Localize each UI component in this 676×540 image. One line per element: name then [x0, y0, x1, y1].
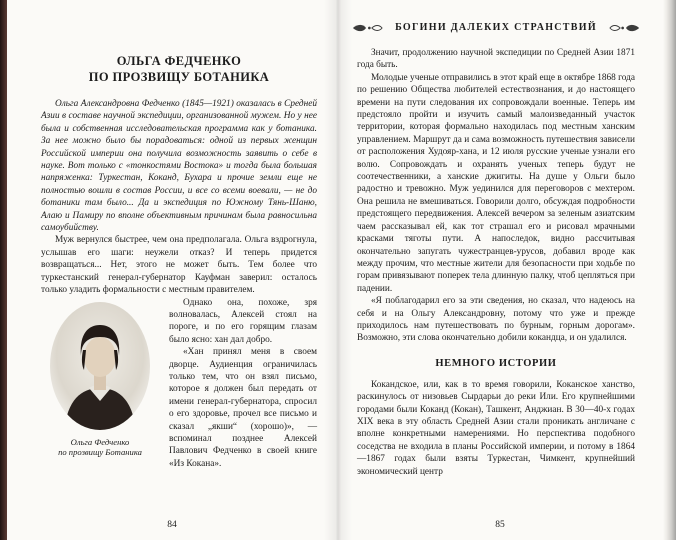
floral-ornament-right-icon — [609, 23, 641, 33]
left-page — [7, 0, 337, 540]
portrait-figure — [41, 300, 159, 458]
paragraph: Однако она, похоже, зря волновалась, Алексей стоял на пороге, и по его горящим глазам было ясно: хан дал добро. — [169, 297, 317, 345]
floral-ornament-left-icon — [351, 23, 383, 33]
page-number-right: 85 — [495, 520, 505, 530]
paragraph: «Хан принял меня в своем дворце. Аудиенция ограничилась только тем, что он взял письмо, которое я должен был передать от имени генерал-губернатора, спросил о его здоровье, прочел все письмо и сказал „якши“ (хорошо)», — вспоминал позднее Алексей Павлович Федченко в своей книге «Из Кокана». — [169, 347, 317, 469]
chapter-title-line2: ПО ПРОЗВИЩУ БОТАНИКА — [88, 69, 270, 84]
chapter-title — [41, 54, 317, 85]
page-number-left: 84 — [167, 520, 177, 530]
running-head-title: БОГИНИ ДАЛЕКИХ СТРАНСТВИЙ — [395, 22, 597, 33]
chapter-title-line1: ОЛЬГА ФЕДЧЕНКО — [116, 54, 242, 68]
paragraph-intro: Ольга Александровна Федченко (1845—1921) оказалась в Средней Азии в составе научной экспедиции, организованной мужем. Но у нее была и собственная исследовательская программа как у ботаника. За нее можно было бы порадоваться: одной из первых женщин Российской империи она получила возможность заявить о себе в науке. Вот только с «тонкостями Востока» и тогда была большая напряженка: Туркестан, Коканд, Бухара и прочие земли еще не полностью вошли в состав России, и все со всеми воевали, — не до ботаники там было... Да и экспедиция по Южному Тянь-Шаню, Алаю и Памиру по вполне объективным причинам была равносильна самоубийству. — [41, 99, 317, 234]
page-edges — [663, 0, 676, 540]
running-head — [357, 22, 635, 33]
paragraph: Кокандское, или, как в то время говорили, Коканское ханство, раскинулось от низовьев Сырдарьи до реки Или. Его крупнейшими городами были Коканд (Кокан), Ташкент, Анджиан. В 30—40-х годах XIX века в эту область Средней Азии стали проникать англичане с вполне конкретными намерениями. Но перспектива подобного соседства не входила в планы Российской империи, и потому в 1864—1867 годах были взяты Туркестан, Чимкент, крупнейший экономический центр — [357, 379, 635, 477]
section-heading: НЕМНОГО ИСТОРИИ — [435, 357, 557, 369]
portrait-caption-line2: по прозвищу Ботаника — [58, 447, 142, 458]
book-cover-edge — [0, 0, 7, 540]
paragraph: Значит, продолжению научной экспедиции по Средней Азии 1871 года быть. — [357, 48, 635, 71]
right-page — [337, 0, 663, 540]
paragraph: Молодые ученые отправились в этот край еще в октябре 1868 года по решению Общества любителей естествознания, и до настоящего времени на пути следования их сопровождали военные. Теперь им предстояло пройти и изучить самый малоизведанный участок территории, которая формально находилась под местным ханским управлением. Маршрут да и сама возможность путешествия зависели от расположения Худояр-хана, и 12 июля русские ученые узнали его волю. Сопровождать и охранять ученых теперь будут не соотечественники, а ханские джигиты. На душе у Ольги было радостно и тревожно. Муж уединился для переговоров с мехтером. Она решила не вмешиваться. Говорили долго, обсуждая подробности предстоящего передвижения. Алексей вечером за зеленым азиатским чаем рассказывал ей, как тот страшал его и рисовал мрачными красками тяготы пути. А напоследок, видно рассчитывая окончательно запугать чужестранцев-урусов, добавил вроде как между прочим, что местные жители для безопасности при ходьбе по горам привязывают поперек тела длинную палку, чтоб цепляться при падении. — [357, 72, 635, 294]
paragraph: Муж вернулся быстрее, чем она предполагала. Ольга вздрогнула, услышав его шаги: неужели отказ? И теперь придется возвращаться... Нет, этого не может быть. Тем более что туркестанский генерал-губернатор Кауфман заверил: осталось только уладить формальности с местным правителем. — [41, 235, 317, 296]
portrait-caption — [41, 437, 159, 458]
portrait-photo-icon — [46, 300, 154, 434]
portrait-caption-line1: Ольга Федченко — [70, 436, 130, 447]
paragraph: «Я поблагодарил его за эти сведения, но сказал, что надеюсь на себя и на Ольгу Александровну, потому что уже и прежде приходилось нам путешествовать по бурным, горным дорогам». Возможно, эти слова окончательно добили кокандца, и он удалился. — [357, 296, 635, 344]
